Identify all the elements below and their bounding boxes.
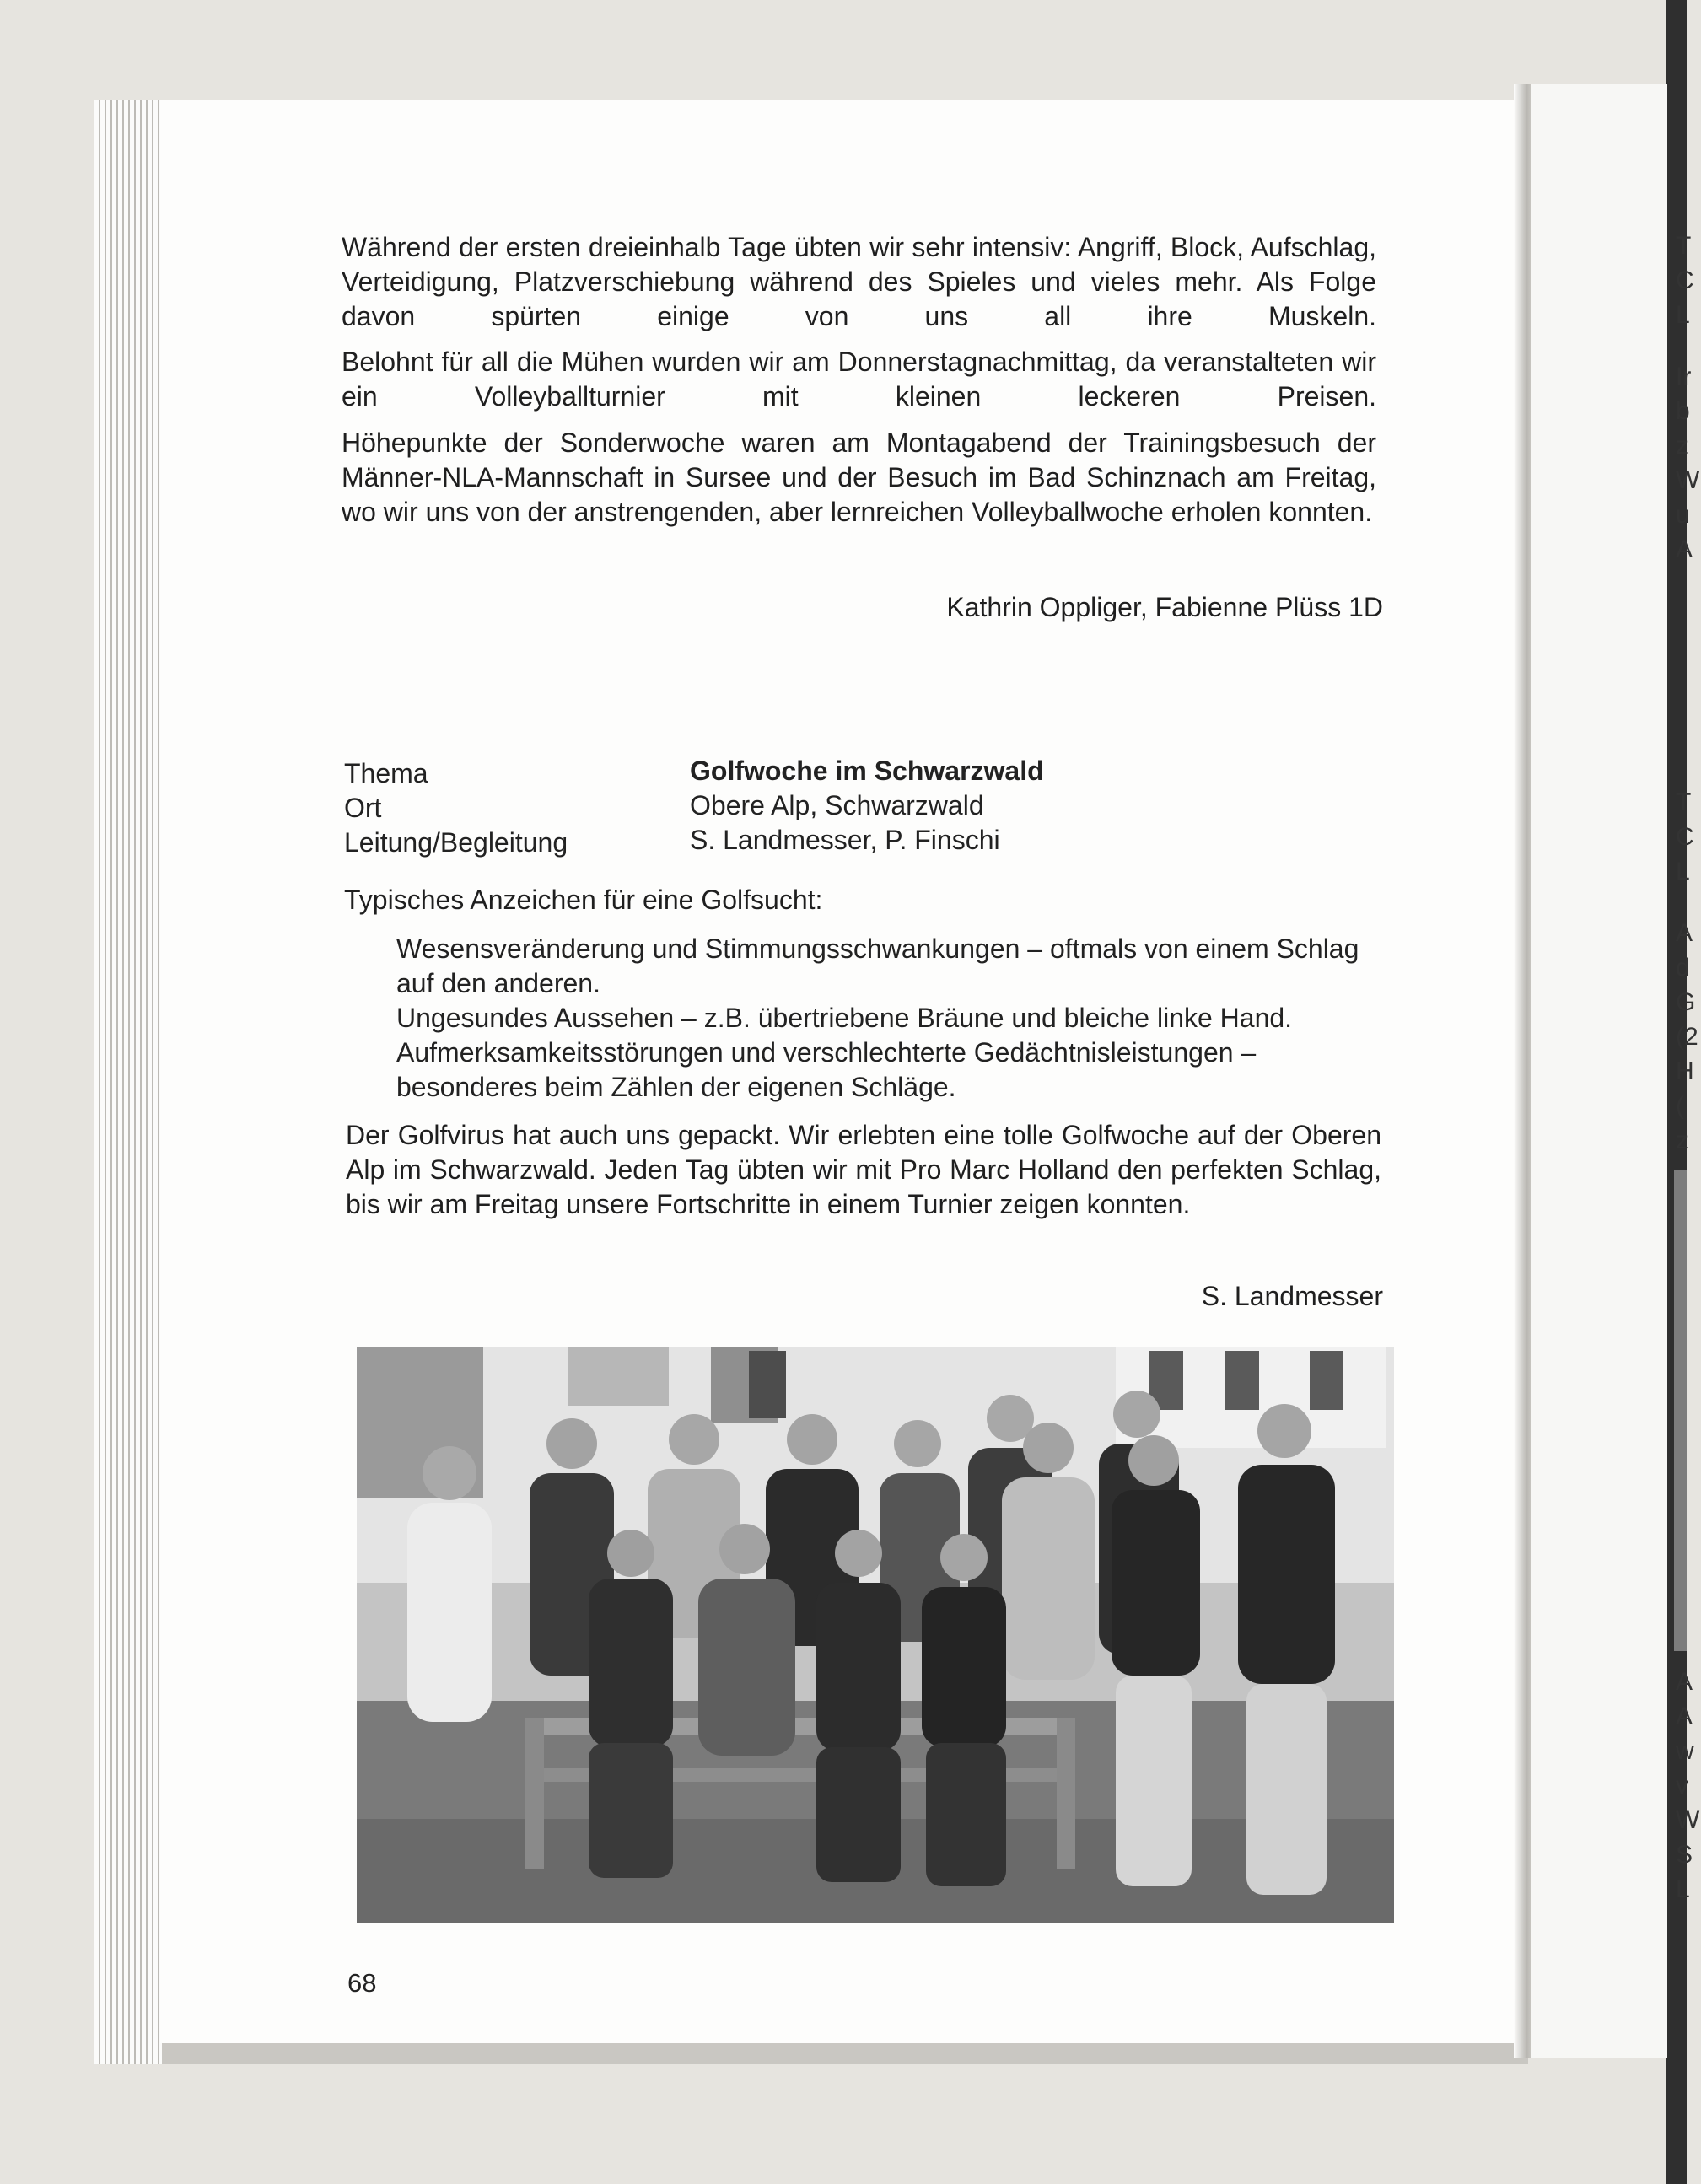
fragment: S [1676,1841,1693,1869]
fragment: v [1676,1772,1688,1799]
fragment: (2 [1676,1023,1698,1051]
meta-label-leitung: Leitung/Begleitung [344,827,568,858]
right-page [1531,84,1667,2058]
fragment: A [1676,1703,1693,1730]
fragment: z [1676,432,1688,460]
fragment: A [1676,535,1693,563]
fragment: C [1676,823,1694,851]
paragraph-highlights: Höhepunkte der Sonderwoche waren am Montagabend der Trainingsbesuch der Männer-NLA-Mannschaft in Sursee und der Besuch im Bad Schinznach am Freitag, wo wir uns von der anstrengenden, aber lernreichen Volleyballwoche erholen konnten. [342,428,1376,527]
fragment: G [1676,988,1696,1016]
fragment: A [1676,919,1693,947]
fragment: L [1676,858,1690,885]
fragment: u [1676,501,1690,529]
fragment: w [1676,1737,1694,1765]
page-edges [94,100,162,2064]
fragment: T [1676,232,1692,260]
paragraph-training: Während der ersten dreieinhalb Tage übten wir sehr intensiv: Angriff, Block, Aufschlag, Verteidigung, Platzverschiebung während des Spieles und vieles mehr. Als Folge davon spürten einige von uns all ihre Muskeln. [342,232,1376,331]
fragment: W [1676,466,1700,494]
author-signature: S. Landmesser [1201,1281,1383,1311]
fragment: ( [1676,1092,1684,1120]
fragment: z [1676,1127,1688,1154]
group-photo-illustration [357,1347,1394,1923]
symptom-item: Wesensveränderung und Stimmungsschwankungen – oftmals von einem Schlag auf den anderen. [396,933,1359,998]
meta-label-ort: Ort [344,793,382,823]
paragraph-tournament: Belohnt für all die Mühen wurden wir am Donnerstagnachmittag, da veranstalteten wir ein Volleyballturnier mit kleinen leckeren Preisen. [342,347,1376,412]
fragment: C [1676,266,1694,294]
symptom-list [396,932,1383,1105]
group-photo [357,1347,1394,1923]
symptoms-lead: Typisches Anzeichen für eine Golfsucht: [344,885,823,915]
fragment: d [1676,954,1690,982]
symptom-item: Aufmerksamkeitsstörungen und verschlechterte Gedächtnisleistungen – besonderes beim Zählen der eigenen Schläge. [396,1037,1257,1102]
meta-value-leitung: S. Landmesser, P. Finschi [690,825,1000,855]
fragment: A [1676,1668,1693,1696]
meta-value-thema: Golfwoche im Schwarzwald [690,756,1044,786]
right-page-text-fragments [1676,0,1701,2184]
fragment: H [1676,1057,1694,1085]
fragment: W [1676,1806,1700,1834]
fragment: Ir [1676,363,1692,390]
author-signature: Kathrin Oppliger, Fabienne Plüss 1D [946,592,1383,622]
page-number: 68 [347,1968,377,1998]
meta-value-ort: Obere Alp, Schwarzwald [690,790,984,820]
paragraph-golf: Der Golfvirus hat auch uns gepackt. Wir erlebten eine tolle Golfwoche auf der Oberen Alp im Schwarzwald. Jeden Tag übten wir mit Pro Marc Holland den perfekten Schlag, bis wir am Freitag unsere Fortschritte in einem Turnier zeigen konnten. [346,1120,1381,1219]
meta-label-thema: Thema [344,758,428,788]
symptom-item: Ungesundes Aussehen – z.B. übertriebene Bräune und bleiche linke Hand. [396,1003,1293,1033]
fragment: b [1676,397,1690,425]
fragment: L [1676,1875,1690,1903]
fragment: L [1676,301,1690,329]
fragment: T [1676,788,1692,816]
